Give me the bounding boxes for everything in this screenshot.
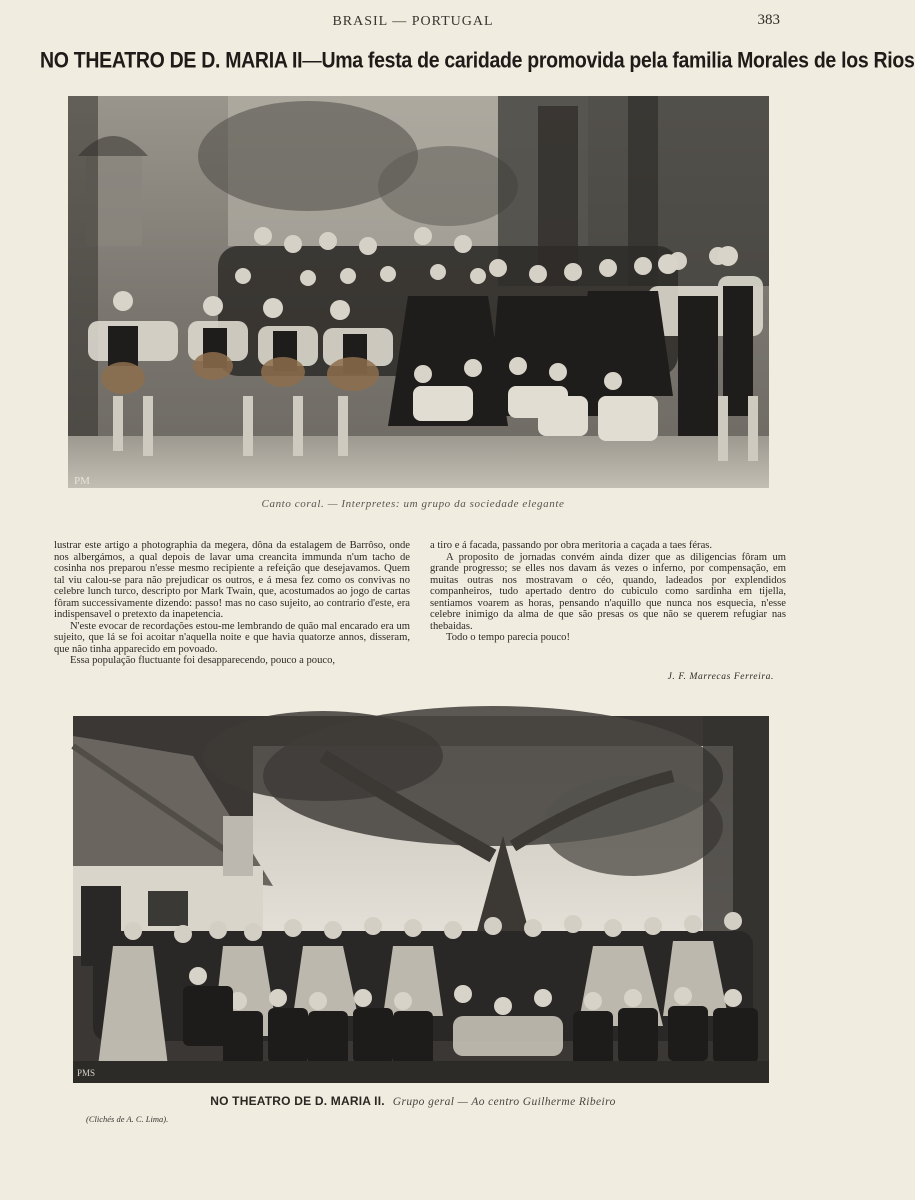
article-paragraph: a tiro e á facada, passando por obra meritoria a caçada a taes féras.	[430, 540, 713, 551]
running-head: BRASIL — PORTUGAL	[332, 14, 494, 29]
photo-caption-bottom	[0, 1094, 826, 1108]
article-column-left	[54, 540, 410, 667]
photo-caption-bottom-text: Grupo geral — Ao centro Guilherme Ribeiro	[392, 1096, 616, 1108]
headline-part2: Uma festa de caridade promovida pela familia Morales de los Rios	[321, 48, 915, 74]
photo-monogram-bottom-left: PMS	[77, 1068, 96, 1078]
article-paragraph: A proposito de jornadas convém ainda dizer que as diligencias fôram um grande progresso; se elles nos davam ás vezes o inferno, por compensação, em muitas outras nos mostravam o céo, quando, ladeados por explendidos companheiros, tudo apertado dentro do cubiculo como sardinha em tijella, sentiamos voarem as horas, pensando n'aquillo que nunca nos esquecia, n'esse celebre inimigo da alma de que são presas os que não se querem refugiar nas thebaidas.	[430, 551, 786, 632]
page-number: 383	[757, 12, 780, 28]
photo-monogram-top: PM	[74, 475, 90, 487]
headline-part1: NO THEATRO DE D. MARIA II	[40, 48, 303, 74]
headline	[40, 48, 915, 74]
article-paragraph: Todo o tempo parecia pouco!	[446, 632, 570, 643]
photo-canto-coral-image	[68, 96, 769, 488]
article-paragraph: lustrar este artigo a photographia da megera, dôna da estalagem de Barrôso, onde nos albergámos, a qual depois de lavar uma creancita immunda n'um tacho de cosinha nos preparou n'esse mesmo recipiente a refeição que desejavamos. Quem tal viu calou-se para não prejudicar os outros, e á mesa fez como os convivas no celebre lunch turco, descripto por Mark Twain, que, acostumados ao jogo de cartas fôram successivamente dizendo: passo! mas no caso sujeito, ao contrario d'este, era indispensavel o pretexto da inapetencia.	[54, 540, 410, 620]
photo-credit: (Clichés de A. C. Lima).	[86, 1114, 169, 1124]
article-paragraph: Essa população fluctuante foi desapparecendo, pouco a pouco,	[70, 655, 336, 666]
photo-caption-top: Canto coral. — Interpretes: um grupo da sociedade elegante	[261, 498, 565, 510]
photo-canto-coral	[68, 96, 769, 488]
photo-grupo-geral	[73, 716, 769, 1083]
headline-separator: —	[302, 48, 322, 74]
photo-grupo-geral-image	[73, 716, 769, 1083]
article-paragraph: N'este evocar de recordações estou-me lembrando de quão mal encarado era um sujeito, que lá se foi acoitar n'aquella noite e que havia quatorze annos, disseram, que não tinha apparecido em povoado.	[54, 620, 410, 655]
article-signature: J. F. Marrecas Ferreira.	[667, 672, 774, 682]
photo-caption-bottom-title: NO THEATRO DE D. MARIA II.	[210, 1094, 385, 1108]
article-column-right	[430, 540, 786, 644]
